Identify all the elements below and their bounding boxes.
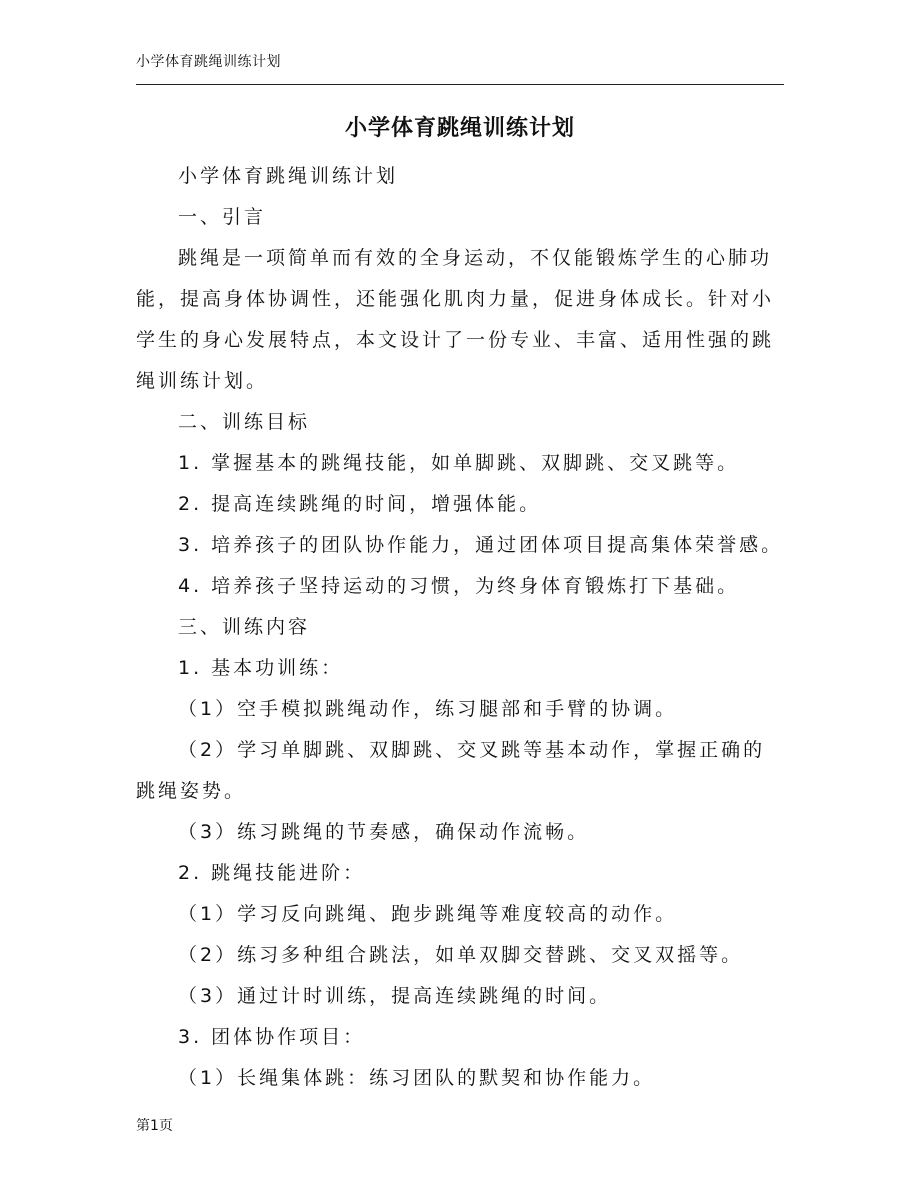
document-title: 小学体育跳绳训练计划 xyxy=(344,116,575,141)
goal-item: 3. 培养孩子的团队协作能力，通过团体项目提高集体荣誉感。 xyxy=(178,534,784,556)
goal-item: 4. 培养孩子坚持运动的习惯，为终身体育锻炼打下基础。 xyxy=(178,575,740,597)
document-body xyxy=(136,156,786,1099)
content-item: （1）空手模拟跳绳动作，练习腿部和手臂的协调。 xyxy=(178,698,678,720)
goal-item: 2. 提高连续跳绳的时间，增强体能。 xyxy=(178,493,542,515)
content-item: （1）学习反向跳绳、跑步跳绳等难度较高的动作。 xyxy=(178,903,678,925)
content-item: （1）长绳集体跳：练习团队的默契和协作能力。 xyxy=(178,1067,656,1089)
page-number: 第1页 xyxy=(136,1118,173,1134)
section-heading-intro: 一、引言 xyxy=(178,206,267,228)
subsection-heading: 1. 基本功训练： xyxy=(178,657,344,679)
header-divider xyxy=(136,84,784,85)
intro-paragraph: 跳绳是一项简单而有效的全身运动，不仅能锻炼学生的心肺功能，提高身体协调性，还能强化肌肉力量，促进身体成长。针对小学生的身心发展特点，本文设计了一份专业、丰富、适用性强的跳绳训练计划。 xyxy=(136,247,775,392)
section-heading-content: 三、训练内容 xyxy=(178,616,311,638)
section-heading-goals: 二、训练目标 xyxy=(178,411,311,433)
content-item: （3）练习跳绳的节奏感，确保动作流畅。 xyxy=(178,821,590,843)
content-item: （2）学习单脚跳、双脚跳、交叉跳等基本动作，掌握正确的跳绳姿势。 xyxy=(136,739,766,802)
goal-item: 1. 掌握基本的跳绳技能，如单脚跳、双脚跳、交叉跳等。 xyxy=(178,452,740,474)
subsection-heading: 2. 跳绳技能进阶： xyxy=(178,862,366,884)
content-item: （3）通过计时训练，提高连续跳绳的时间。 xyxy=(178,985,612,1007)
subsection-heading: 3. 团体协作项目： xyxy=(178,1026,366,1048)
running-header: 小学体育跳绳训练计划 xyxy=(136,54,281,70)
content-item: （2）练习多种组合跳法，如单双脚交替跳、交叉双摇等。 xyxy=(178,944,744,966)
subtitle-paragraph: 小学体育跳绳训练计划 xyxy=(178,165,399,187)
